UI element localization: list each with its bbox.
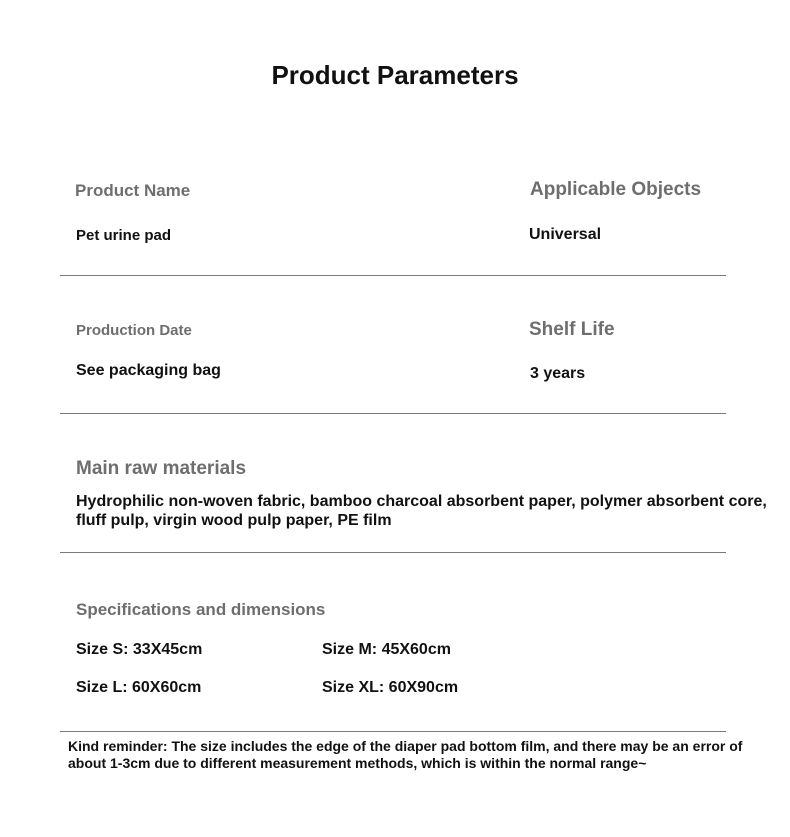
- product-name-value: Pet urine pad: [76, 227, 172, 244]
- divider: [60, 552, 726, 553]
- divider: [60, 275, 726, 276]
- product-name-label: Product Name: [75, 181, 191, 200]
- applicable-objects-value: Universal: [529, 226, 602, 243]
- page-title: Product Parameters: [271, 60, 519, 90]
- size-m: Size M: 45X60cm: [322, 641, 451, 658]
- production-date-value: See packaging bag: [76, 362, 221, 379]
- kind-reminder: Kind reminder: The size includes the edge of the diaper pad bottom film, and there may be an error of about 1-3cm due to different measurement methods, which is within the normal range~: [68, 738, 743, 771]
- applicable-objects-label: Applicable Objects: [530, 179, 702, 200]
- divider: [60, 413, 726, 414]
- materials-value: Hydrophilic non-woven fabric, bamboo charcoal absorbent paper, polymer absorbent core, fluff pulp, virgin wood pulp paper, PE film: [76, 493, 767, 529]
- size-s: Size S: 33X45cm: [76, 641, 203, 658]
- size-l: Size L: 60X60cm: [76, 679, 202, 696]
- shelf-life-value: 3 years: [530, 365, 586, 382]
- production-date-label: Production Date: [76, 322, 192, 339]
- size-xl: Size XL: 60X90cm: [322, 679, 459, 696]
- materials-label: Main raw materials: [76, 458, 247, 479]
- divider: [60, 731, 726, 732]
- specs-label: Specifications and dimensions: [76, 600, 326, 619]
- shelf-life-label: Shelf Life: [529, 319, 615, 340]
